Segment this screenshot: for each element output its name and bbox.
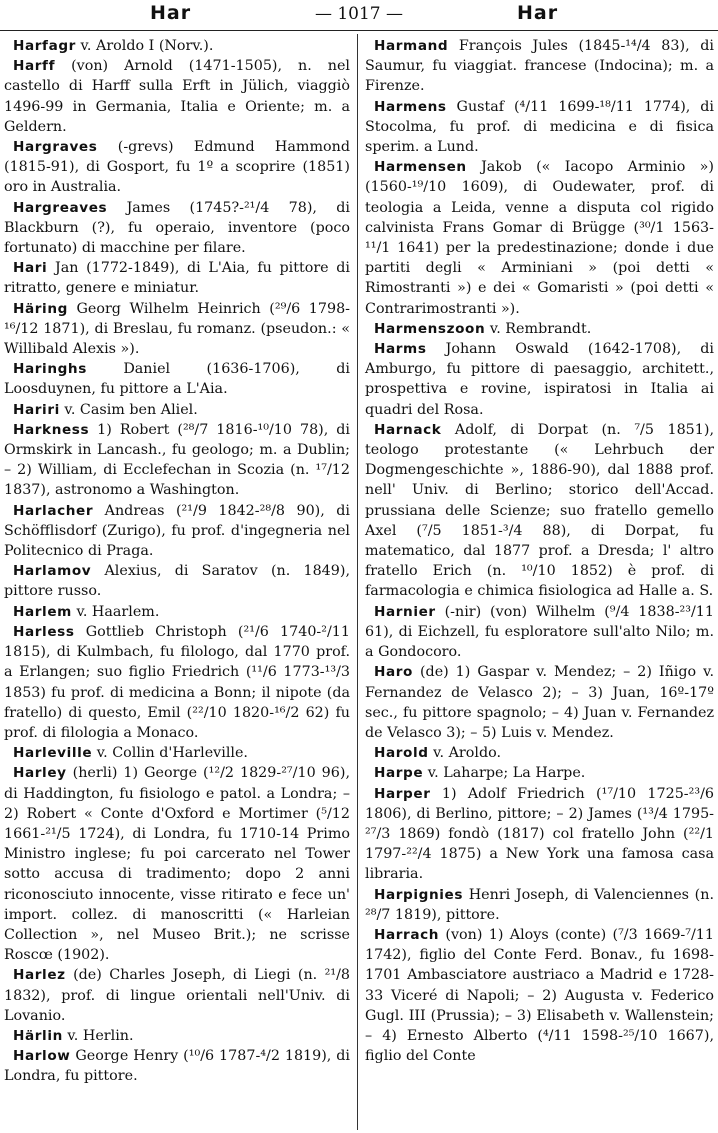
entry-text: v. Casim ben Aliel. bbox=[59, 401, 198, 418]
entry-headword: Harlacher bbox=[13, 502, 94, 519]
entry-headword: Harlamov bbox=[13, 563, 92, 580]
dictionary-entry bbox=[4, 56, 350, 137]
dictionary-entry bbox=[365, 885, 714, 925]
dictionary-entry bbox=[365, 743, 714, 763]
entry-text: 1) Robert (²⁸/7 1816-¹⁰/10 78), di Ormskirk in Lancash., fu geologo; m. a Dublin; – 2) William, di Ecclefechan in Scozia (n. ¹⁷/12 1837), astronomo a Washington. bbox=[4, 421, 350, 499]
entry-text: v. Collin d'Harleville. bbox=[92, 745, 248, 762]
entry-text: v. Rembrandt. bbox=[485, 320, 592, 337]
entry-text: George Henry (¹⁰/6 1787-⁴/2 1819), di Londra, fu pittore. bbox=[4, 1048, 350, 1085]
entry-headword: Harless bbox=[13, 623, 75, 640]
entry-headword: Harms bbox=[374, 341, 427, 358]
entry-headword: Harmenszoon bbox=[374, 320, 486, 337]
entry-headword: Harmens bbox=[374, 98, 447, 115]
dictionary-entry bbox=[365, 157, 714, 319]
dictionary-entry bbox=[365, 784, 714, 885]
dictionary-entry bbox=[4, 622, 350, 743]
entry-headword: Harfagr bbox=[13, 38, 76, 54]
dictionary-entry bbox=[365, 36, 714, 97]
entry-text: Gottlieb Christoph (²¹/6 1740-²/11 1815), di Kulmbach, fu filologo, dal 1770 prof. a Erlangen; suo figlio Friedrich (¹¹/6 1773-¹³/3 1853) fu prof. di medicina a Bonn; il nipote (da fratello) di questo, Emil (²²/10 1820-¹⁶/2 62) fu prof. di filologia a Monaco. bbox=[4, 623, 350, 741]
dictionary-entry bbox=[365, 339, 714, 420]
entry-headword: Haringhs bbox=[13, 361, 87, 378]
entry-text: Georg Wilhelm Heinrich (²⁹/6 1798-¹⁶/12 1871), di Breslau, fu romanz. (pseudon.: « Willibald Alexis »). bbox=[4, 300, 350, 358]
dictionary-entry bbox=[4, 1046, 350, 1086]
dictionary-entry bbox=[365, 319, 714, 339]
entry-text: Daniel (1636-1706), di Loosduynen, fu pittore a L'Aia. bbox=[4, 361, 350, 398]
dictionary-entry bbox=[4, 299, 350, 360]
entry-text: Jakob (« Iacopo Arminio ») (1560-¹⁹/10 1609), di Oudewater, prof. di teologia a Leida, venne a disputa col rigido calvinista Frans Gomar di Brügge (³⁰/1 1563-¹¹/1 1641) per la predestinazione; donde i due partiti degli « Arminiani » (poi detti « Rimostranti ») e dei « Gomaristi » (poi detti « Contrarimostranti »). bbox=[365, 159, 714, 317]
entry-text: Andreas (²¹/9 1842-²⁸/8 90), di Schöfflisdorf (Zurigo), fu prof. d'ingegneria nel Politecnico di Praga. bbox=[4, 502, 350, 560]
entry-headword: Haro bbox=[374, 664, 413, 681]
left-column bbox=[4, 36, 350, 1087]
entry-headword: Harkness bbox=[13, 421, 90, 438]
header-right-keyword: Har bbox=[517, 2, 559, 24]
dictionary-entry bbox=[4, 602, 350, 622]
dictionary-entry bbox=[4, 743, 350, 763]
entry-headword: Harnier bbox=[374, 603, 436, 620]
entry-headword: Hargreaves bbox=[13, 199, 108, 216]
dictionary-entry bbox=[365, 763, 714, 783]
dictionary-entry bbox=[4, 1026, 350, 1046]
entry-text: v. Aroldo. bbox=[428, 745, 501, 762]
entry-text: (-nir) (von) Wilhelm (⁹/4 1838-²³/11 61), di Eichzell, fu esploratore sull'alto Nilo; m. a Gondocoro. bbox=[365, 603, 714, 661]
entry-text: Johann Oswald (1642-1708), di Amburgo, fu pittore di paesaggio, architett., prospettiva e rovine, ispiratosi in Italia ai quadri del Rosa. bbox=[365, 341, 714, 418]
entry-text: James (1745?-²¹/4 78), di Blackburn (?), fu operaio, inventore (poco fortunato) di macchine per filare. bbox=[4, 199, 350, 257]
entry-headword: Harrach bbox=[374, 926, 440, 943]
entry-headword: Harlow bbox=[13, 1048, 71, 1065]
entry-headword: Harlem bbox=[13, 603, 72, 620]
entry-headword: Harmensen bbox=[374, 159, 467, 176]
dictionary-entry bbox=[365, 420, 714, 602]
entry-text: (von) 1) Aloys (conte) (⁷/3 1669-⁷/11 1742), figlio del Conte Ferd. Bonav., fu 1698-1701 Ambasciatore austriaco a Madrid e 1728-33 Viceré di Napoli; – 2) Augusta v. Federico Gugl. III (Prussia); – 3) Elisabeth v. Wallenstein; – 4) Ernesto Alberto (⁴/11 1598-²⁵/10 1667), figlio del Conte bbox=[365, 926, 714, 1065]
dictionary-entry bbox=[4, 420, 350, 501]
entry-headword: Härlin bbox=[13, 1027, 63, 1044]
entry-headword: Harold bbox=[374, 745, 429, 762]
entry-headword: Harper bbox=[374, 785, 431, 802]
page-number: — 1017 — bbox=[314, 4, 404, 24]
entry-headword: Hari bbox=[13, 260, 48, 277]
entry-text: François Jules (1845-¹⁴/4 83), di Saumur, fu viaggiat. francese (Indocina); m. a Firenze. bbox=[365, 38, 714, 95]
dictionary-entry bbox=[365, 97, 714, 158]
dictionary-entry bbox=[4, 400, 350, 420]
dictionary-entry bbox=[4, 137, 350, 198]
right-column bbox=[365, 36, 714, 1066]
dictionary-entry bbox=[4, 359, 350, 399]
entry-text: v. Aroldo I (Norv.). bbox=[75, 38, 214, 54]
page-header bbox=[0, 0, 718, 31]
entry-text: Henri Joseph, di Valenciennes (n. ²⁸/7 1819), pittore. bbox=[365, 886, 714, 923]
entry-headword: Harlez bbox=[13, 967, 66, 984]
entry-headword: Harpignies bbox=[374, 886, 464, 903]
entry-text: (von) Arnold (1471-1505), n. nel castello di Harff sulla Erft in Jülich, viaggiò 1496-99 in Germania, Italia e Oriente; m. a Geldern. bbox=[4, 58, 350, 135]
entry-headword: Harley bbox=[13, 765, 67, 782]
entry-headword: Harmand bbox=[374, 38, 449, 54]
dictionary-entry bbox=[365, 602, 714, 663]
entry-text: Gustaf (⁴/11 1699-¹⁸/11 1774), di Stocolma, fu prof. di medicina e di fisica sperim. a Lund. bbox=[365, 98, 714, 156]
header-left-keyword: Har bbox=[150, 2, 192, 24]
dictionary-entry bbox=[4, 36, 350, 56]
entry-text: Alexius, di Saratov (n. 1849), pittore russo. bbox=[4, 563, 350, 600]
entry-text: Jan (1772-1849), di L'Aia, fu pittore di ritratto, genere e miniatur. bbox=[4, 260, 350, 297]
dictionary-entry bbox=[365, 662, 714, 743]
entry-headword: Harpe bbox=[374, 765, 424, 782]
entry-text: Adolf, di Dorpat (n. ⁷/5 1851), teologo protestante (« Lehrbuch der Dogmengeschichte », 1886-90), dal 1888 prof. nell' Univ. di Berlino; storico dell'Accad. prussiana delle Scienze; suo fratello gemello Axel (⁷/5 1851-³/4 88), di Dorpat, fu matematico, dal 1877 prof. a Dresda; l' altro fratello Erich (n. ¹⁰/10 1852) è prof. di farmacologia e chimica fisiologica ad Halle a. S. bbox=[365, 421, 714, 600]
dictionary-entry bbox=[365, 925, 714, 1066]
entry-headword: Harff bbox=[13, 58, 56, 75]
dictionary-entry bbox=[4, 198, 350, 259]
entry-text: (de) 1) Gaspar v. Mendez; – 2) Iñigo v. Fernandez de Velasco 2); – 3) Juan, 16º-17º sec., fu pittore spagnolo; – 4) Juan v. Fernandez de Velasco 3); – 5) Luis v. Mendez. bbox=[365, 664, 714, 741]
entry-text: (herli) 1) George (¹²/2 1829-²⁷/10 96), di Haddington, fu fisiologo e patol. a Londra; – 2) Robert « Conte d'Oxford e Mortimer (⁵/12 1661-²¹/5 1724), di Londra, fu 1710-14 Primo Ministro inglese; fu poi carcerato nel Tower sotto accusa di tradimento; dopo 2 anni riconosciuto innocente, visse ritirato e fece un' import. collez. di manoscritti (« Harleian Collection », nel Museo Brit.); ne scrisse Roscœ (1902). bbox=[4, 765, 350, 964]
entry-headword: Häring bbox=[13, 300, 68, 317]
entry-text: (de) Charles Joseph, di Liegi (n. ²¹/8 1832), prof. di lingue orientali nell'Univ. di Lovanio. bbox=[4, 967, 350, 1024]
entry-headword: Hariri bbox=[13, 401, 60, 418]
entry-headword: Harleville bbox=[13, 745, 93, 762]
entry-text: (-grevs) Edmund Hammond (1815-91), di Gosport, fu 1º a scoprire (1851) oro in Australia. bbox=[4, 139, 350, 196]
dictionary-entry bbox=[4, 258, 350, 298]
entry-text: v. Laharpe; La Harpe. bbox=[423, 765, 586, 782]
entry-text: v. Haarlem. bbox=[71, 603, 160, 620]
dictionary-entry bbox=[4, 501, 350, 562]
entry-headword: Hargraves bbox=[13, 139, 98, 156]
entry-text: v. Herlin. bbox=[62, 1027, 134, 1044]
dictionary-entry bbox=[4, 561, 350, 601]
column-divider bbox=[357, 34, 358, 1130]
dictionary-entry bbox=[4, 763, 350, 965]
entry-text: 1) Adolf Friedrich (¹⁷/10 1725-²³/6 1806), di Berlino, pittore; – 2) James (¹³/4 1795-²⁷/3 1869) fondò (1817) col fratello John (²²/1 1797-²²/4 1875) a New York una famosa casa libraria. bbox=[365, 785, 714, 883]
dictionary-entry bbox=[4, 965, 350, 1026]
entry-headword: Harnack bbox=[374, 421, 442, 438]
